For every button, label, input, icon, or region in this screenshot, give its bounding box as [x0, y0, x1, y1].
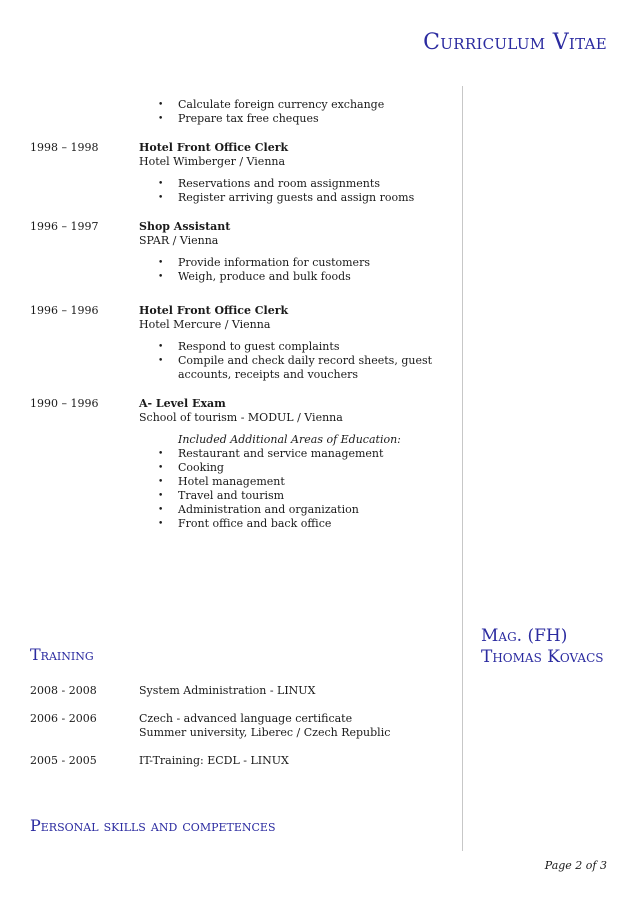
entry: [139, 397, 459, 531]
entry-date: 1996 – 1997: [30, 220, 99, 233]
employer: Hotel Mercure / Vienna: [139, 318, 271, 331]
training-date: 2005 - 2005: [30, 754, 97, 767]
training-item: [139, 684, 459, 698]
training-line: Summer university, Liberec / Czech Republic: [139, 726, 391, 739]
list-item: • Reservations and room assignments: [139, 177, 459, 191]
education-note: Included Additional Areas of Education:: [178, 433, 401, 446]
employer: School of tourism - MODUL / Vienna: [139, 411, 343, 424]
job-title: A- Level Exam: [139, 397, 226, 410]
list-item: • Administration and organization: [139, 503, 459, 517]
employer: Hotel Wimberger / Vienna: [139, 155, 286, 168]
entry-date: 1996 – 1996: [30, 304, 99, 317]
page-number: Page 2 of 3: [544, 859, 607, 872]
training-line: Czech - advanced language certificate: [139, 712, 353, 725]
skills-heading: Personal skills and competences: [30, 816, 276, 835]
training-date: 2008 - 2008: [30, 684, 97, 697]
list-item: • Calculate foreign currency exchange: [139, 98, 459, 112]
list-item: • Hotel management: [139, 475, 459, 489]
training-date: 2006 - 2006: [30, 712, 97, 725]
name-title: Mag. (FH): [481, 626, 568, 646]
job-title: Shop Assistant: [139, 220, 231, 233]
training-item: [139, 754, 459, 768]
training-line: IT-Training: ECDL - LINUX: [139, 754, 289, 767]
list-item: • Compile and check daily record sheets, guest accounts, receipts and vouchers: [139, 354, 453, 382]
list-item: • Provide information for customers: [139, 256, 459, 270]
employer: SPAR / Vienna: [139, 234, 219, 247]
job-title: Hotel Front Office Clerk: [139, 141, 289, 154]
entry-date: 1990 – 1996: [30, 397, 99, 410]
intro-bullets: [139, 90, 459, 126]
name-full: Thomas Kovacs: [481, 647, 604, 667]
training-heading: Training: [30, 645, 94, 664]
sidebar-name: [481, 626, 603, 668]
document-title: Curriculum Vitae: [423, 30, 607, 55]
entry: [139, 220, 459, 284]
list-item: • Weigh, produce and bulk foods: [139, 270, 459, 284]
training-item: [139, 712, 459, 740]
entry: [139, 141, 459, 205]
entry-date: 1998 – 1998: [30, 141, 99, 154]
entry: [139, 304, 459, 382]
job-title: Hotel Front Office Clerk: [139, 304, 289, 317]
list-item: • Front office and back office: [139, 517, 459, 531]
list-item: • Restaurant and service management: [139, 447, 459, 461]
list-item: • Prepare tax free cheques: [139, 112, 459, 126]
list-item: • Respond to guest complaints: [139, 340, 459, 354]
list-item: • Cooking: [139, 461, 459, 475]
list-item: • Travel and tourism: [139, 489, 459, 503]
sidebar-divider: [462, 86, 463, 851]
training-line: System Administration - LINUX: [139, 684, 316, 697]
list-item: • Register arriving guests and assign rooms: [139, 191, 459, 205]
